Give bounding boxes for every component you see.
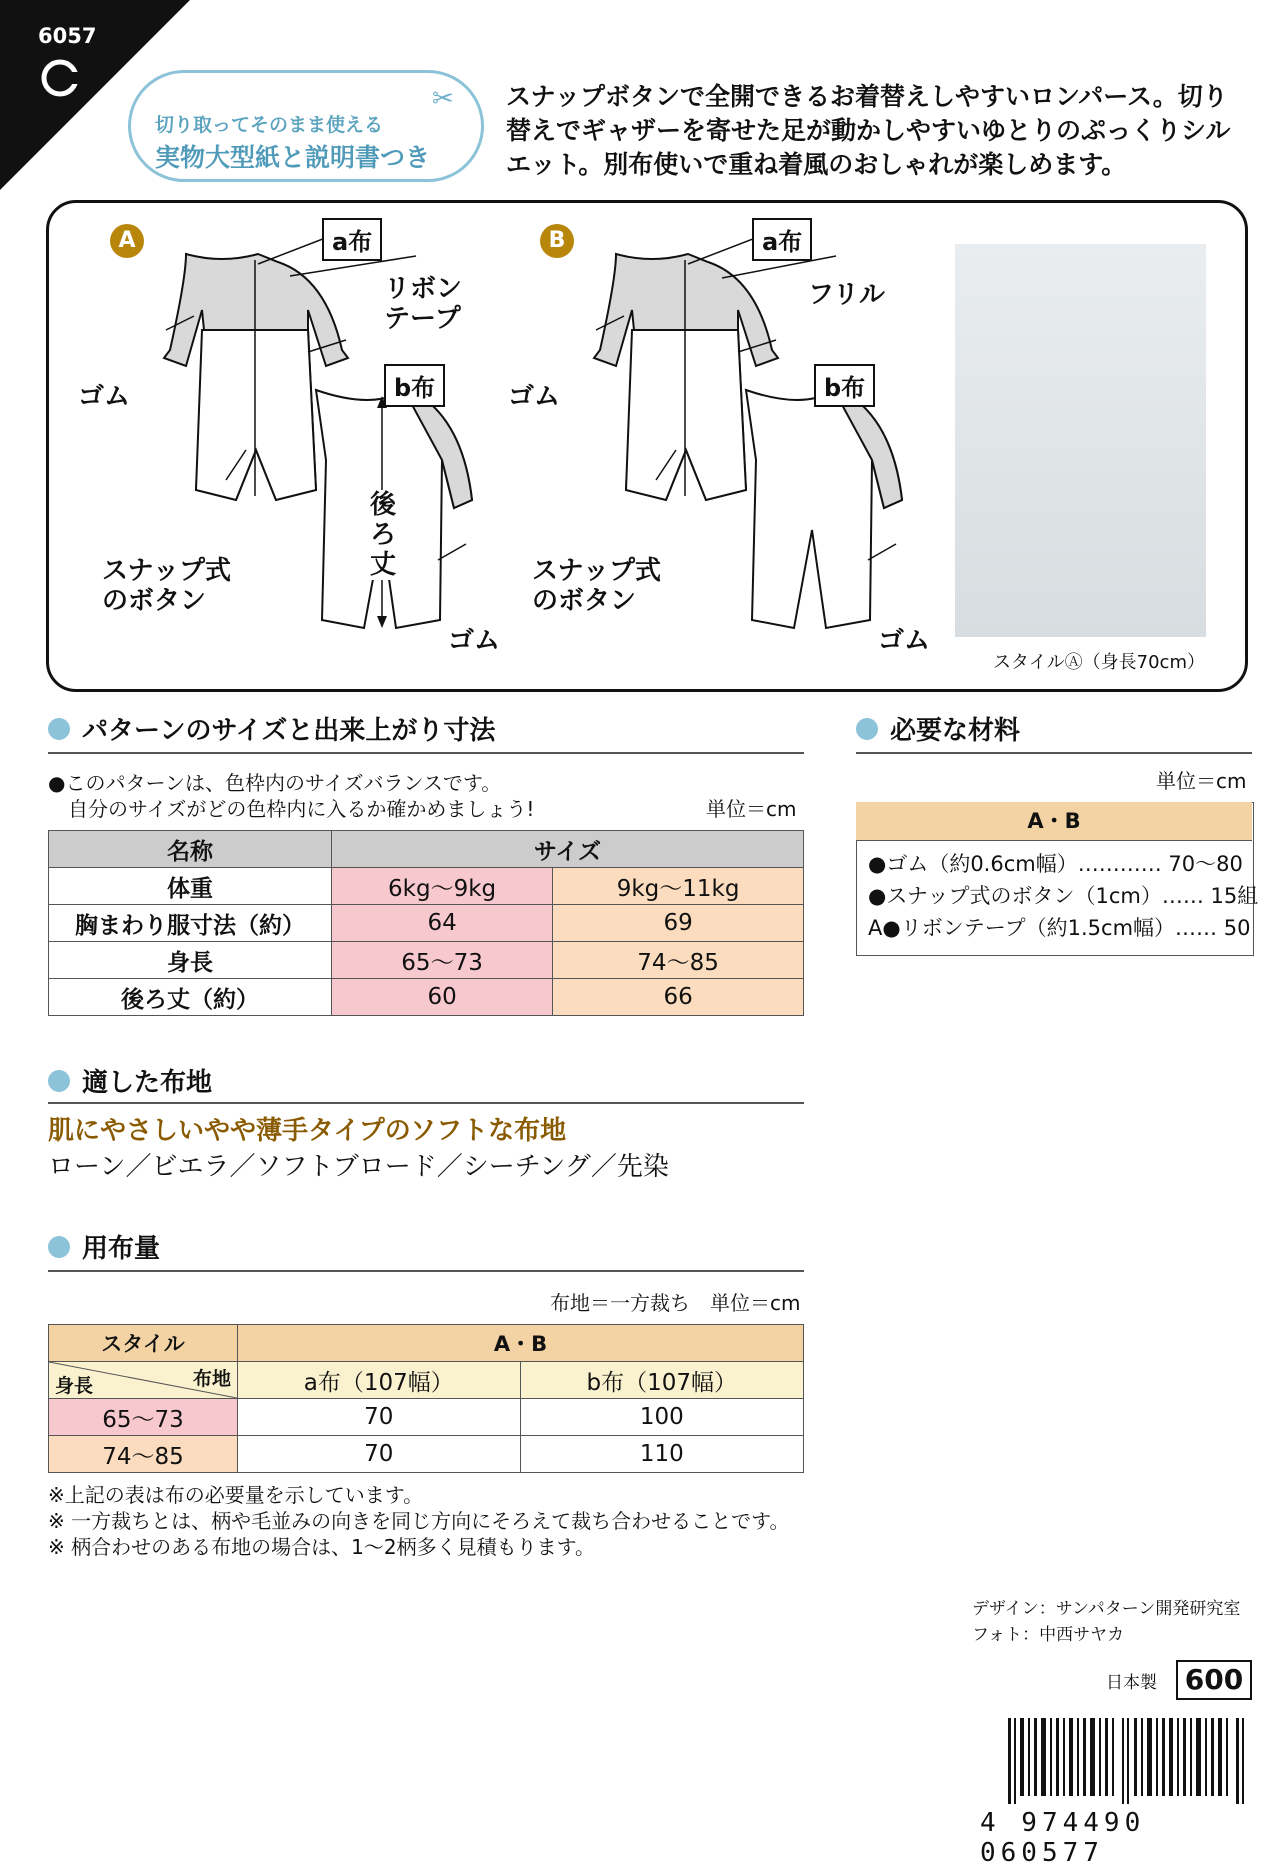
row-size-1: 65～73 (332, 942, 553, 979)
style-b-mark: B (540, 224, 574, 258)
label-snap-b: スナップ式 のボタン (532, 556, 661, 616)
section-rule (856, 752, 1252, 754)
row-height: 65～73 (49, 1399, 238, 1436)
diag-top: 布地 (192, 1368, 231, 1390)
style-a-mark: A (110, 224, 144, 258)
label-elastic-b1: ゴム (508, 382, 561, 412)
made-in: 日本製 (1106, 1673, 1157, 1693)
row-name: 身長 (49, 942, 332, 979)
fabric-section-title: 適した布地 (82, 1068, 213, 1098)
material-item: ●スナップ式のボタン（1cm）…… 15組 (868, 884, 1259, 908)
photo-credit: フォト：中西サヤカ (972, 1625, 1125, 1645)
section-rule (48, 752, 804, 754)
price: 600 (1176, 1660, 1252, 1700)
label-elastic-a1: ゴム (78, 382, 131, 412)
label-snap-a: スナップ式 のボタン (102, 556, 231, 616)
label-back-length: 後ろ丈 (370, 490, 400, 580)
table-row (49, 942, 804, 979)
size-note-2: 自分のサイズがどの色枠内に入るか確かめましょう! (68, 797, 535, 821)
size-table (48, 830, 804, 1016)
label-elastic-b2: ゴム (878, 626, 931, 656)
label-a-fabric-b: a布 (752, 218, 812, 261)
fabric-headline: 肌にやさしいやや薄手タイプのソフトな布地 (48, 1116, 567, 1146)
brand-logo-icon (40, 58, 80, 98)
yardage-note-3: ※ 柄合わせのある布地の場合は、1～2柄多く見積もります。 (48, 1535, 595, 1559)
yardage-note-1: ※上記の表は布の必要量を示しています。 (48, 1483, 424, 1507)
badge-line2: 実物大型紙と説明書つき (155, 143, 431, 172)
row-name: 胸まわり服寸法（約） (49, 905, 332, 942)
pattern-number: 6057 (38, 24, 97, 48)
materials-header: A・B (856, 802, 1252, 841)
label-ribbon-tape: リボン テープ (384, 274, 463, 334)
col-b: b布（107幅） (520, 1362, 803, 1399)
row-size-2: 69 (553, 905, 804, 942)
header-name: 名称 (49, 831, 332, 868)
row-a: 70 (238, 1399, 521, 1436)
label-a-fabric-a: a布 (322, 218, 382, 261)
size-section-title: パターンのサイズと出来上がり寸法 (82, 716, 496, 746)
table-row (49, 868, 804, 905)
label-frill: フリル (808, 280, 885, 310)
diagonal-header (49, 1362, 238, 1399)
materials-section-title: 必要な材料 (890, 716, 1021, 746)
material-item: ●ゴム（約0.6cm幅）………… 70～80 (868, 852, 1243, 876)
diag-bottom: 身長 (55, 1375, 94, 1397)
size-note-1: ●このパターンは、色枠内のサイズバランスです。 (48, 771, 502, 795)
header-size: サイズ (332, 831, 804, 868)
row-a: 70 (238, 1436, 521, 1473)
table-row (49, 905, 804, 942)
row-b: 100 (520, 1399, 803, 1436)
yardage-section-title: 用布量 (82, 1234, 161, 1264)
yardage-unit: 布地＝一方裁ち 単位＝cm (550, 1291, 801, 1315)
barcode-icon (1006, 1718, 1248, 1804)
row-b: 110 (520, 1436, 803, 1473)
scissors-icon: ✂ (432, 84, 454, 114)
row-size-1: 6kg～9kg (332, 868, 553, 905)
row-size-1: 60 (332, 979, 553, 1016)
section-rule (48, 1102, 804, 1104)
row-size-2: 66 (553, 979, 804, 1016)
row-size-2: 9kg～11kg (553, 868, 804, 905)
col-a: a布（107幅） (238, 1362, 521, 1399)
barcode-number: 4 974490 060577 (980, 1808, 1146, 1868)
row-height: 74～85 (49, 1436, 238, 1473)
row-size-2: 74～85 (553, 942, 804, 979)
materials-unit: 単位＝cm (1156, 769, 1247, 793)
table-row (49, 979, 804, 1016)
table-row (49, 1399, 804, 1436)
row-name: 体重 (49, 868, 332, 905)
header-style: スタイル (49, 1325, 238, 1362)
sample-photo (955, 244, 1206, 637)
table-row (49, 1436, 804, 1473)
label-elastic-a2: ゴム (448, 626, 501, 656)
design-credit: デザイン：サンパターン開発研究室 (972, 1599, 1241, 1619)
yardage-note-2: ※ 一方裁ちとは、柄や毛並みの向きを同じ方向にそろえて裁ち合わせることです。 (48, 1509, 790, 1533)
photo-caption: スタイルⒶ（身長70cm） (993, 652, 1205, 673)
intro-text: スナップボタンで全開できるお着替えしやすいロンパース。切り替えでギャザーを寄せた足が動かしやすいゆとりのぷっくりシルエット。別布使いで重ね着風のおしゃれが楽しめます。 (506, 82, 1231, 179)
section-rule (48, 1270, 804, 1272)
fabric-list: ローン／ビエラ／ソフトブロード／シーチング／先染 (48, 1152, 669, 1182)
header-ab: A・B (238, 1325, 804, 1362)
badge-line1: 切り取ってそのまま使える (155, 114, 384, 136)
size-unit: 単位＝cm (706, 797, 797, 821)
yardage-table (48, 1324, 804, 1473)
label-b-fabric-a: b布 (384, 364, 445, 407)
row-size-1: 64 (332, 905, 553, 942)
material-item: A●リボンテープ（約1.5cm幅）…… 50 (868, 916, 1251, 940)
label-b-fabric-b: b布 (814, 364, 875, 407)
row-name: 後ろ丈（約） (49, 979, 332, 1016)
